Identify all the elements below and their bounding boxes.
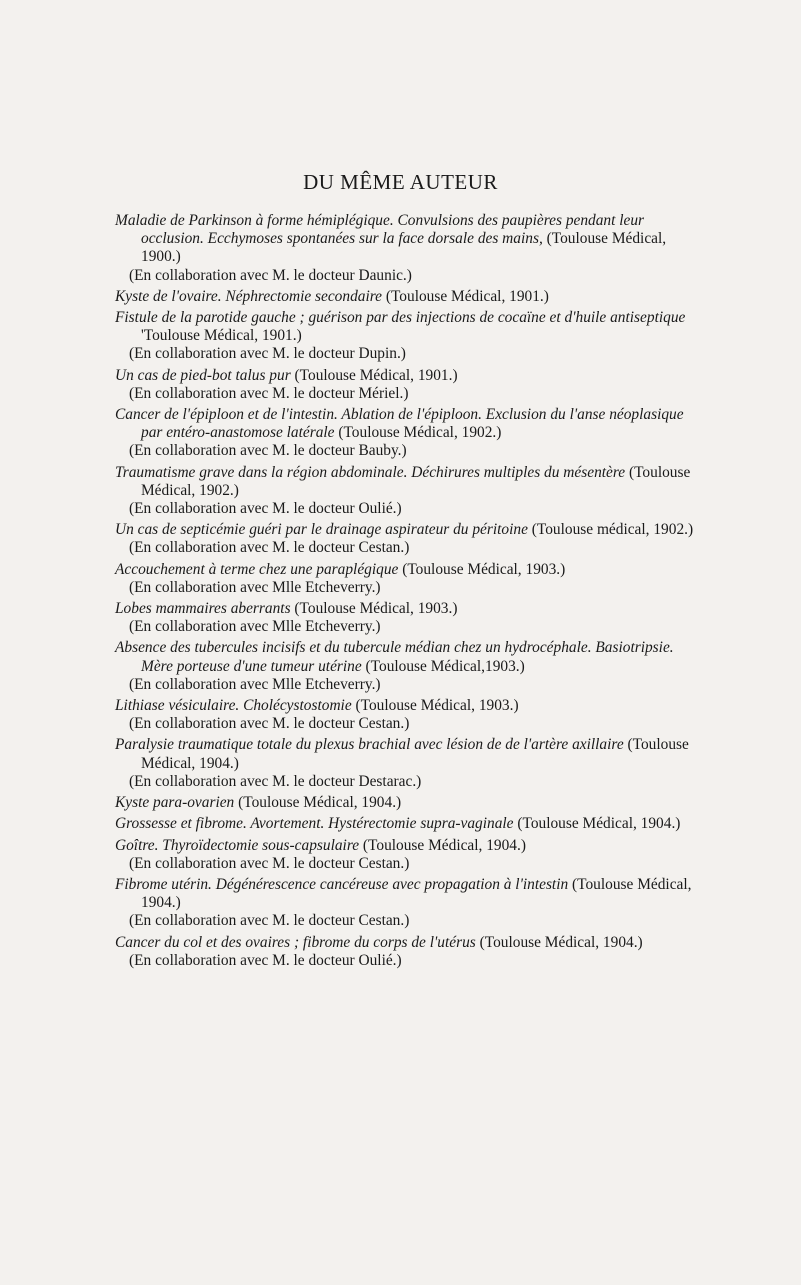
bibliography-entry bbox=[115, 212, 695, 288]
entry-title: Traumatisme grave dans la région abdominale. Déchirures multiples du mésentère bbox=[115, 463, 626, 481]
entry-title: Goître. Thyroïdectomie sous-capsulaire bbox=[115, 836, 360, 854]
entry-source: (Toulouse Médical, 1902.) bbox=[141, 463, 691, 499]
entry-source: (Toulouse Médical, 1903.) bbox=[398, 560, 566, 578]
entry-reference bbox=[115, 697, 695, 715]
entry-title: Maladie de Parkinson à forme hémiplégique. Convulsions des paupières pendant leur occlusion. Ecchymoses spontanées sur la face dorsale des mains, bbox=[115, 212, 645, 248]
bibliography-entry bbox=[115, 697, 695, 736]
entry-collaboration: (En collaboration avec M. le docteur Dupin.) bbox=[129, 345, 406, 363]
bibliography-entry bbox=[115, 639, 695, 697]
entry-collaboration: (En collaboration avec Mlle Etcheverry.) bbox=[129, 675, 381, 693]
entry-source: (Toulouse Médical, 1904.) bbox=[234, 794, 402, 812]
entry-reference bbox=[115, 815, 695, 833]
entry-reference bbox=[115, 463, 695, 500]
entry-reference bbox=[115, 309, 695, 345]
entry-source: (Toulouse Médical, 1904.) bbox=[513, 815, 681, 833]
entry-reference bbox=[115, 933, 695, 952]
entry-title: Kyste para-ovarien bbox=[115, 794, 235, 812]
entry-collaboration: (En collaboration avec M. le docteur Destarac.) bbox=[129, 772, 422, 790]
entry-collaboration: (En collaboration avec M. le docteur Cestan.) bbox=[129, 912, 410, 930]
entry-title: Grossesse et fibrome. Avortement. Hystérectomie supra-vaginale bbox=[115, 815, 514, 833]
entry-title: Kyste de l'ovaire. Néphrectomie secondaire bbox=[115, 287, 382, 305]
entry-title: Cancer du col et des ovaires ; fibrome du corps de l'utérus bbox=[115, 933, 476, 951]
bibliography-entry bbox=[115, 837, 695, 876]
bibliography-entry bbox=[115, 600, 695, 639]
entry-reference bbox=[115, 639, 695, 675]
entry-collaboration: (En collaboration avec M. le docteur Cestan.) bbox=[129, 715, 410, 733]
entry-reference bbox=[115, 560, 695, 579]
entry-reference bbox=[115, 521, 695, 539]
page-heading: DU MÊME AUTEUR bbox=[303, 170, 498, 194]
entry-source: (Toulouse Médical, 1900.) bbox=[141, 230, 667, 266]
entry-title: Paralysie traumatique totale du plexus brachial avec lésion de de l'artère axillaire bbox=[115, 736, 624, 754]
entry-reference bbox=[115, 212, 695, 267]
entry-reference bbox=[115, 406, 695, 442]
entry-source: (Toulouse médical, 1902.) bbox=[527, 521, 694, 539]
entry-collaboration: (En collaboration avec M. le docteur Cestan.) bbox=[129, 539, 410, 557]
bibliography-entry bbox=[115, 736, 695, 794]
entry-collaboration: (En collaboration avec Mlle Etcheverry.) bbox=[129, 618, 381, 636]
entry-title: Fistule de la parotide gauche ; guérison par des injections de cocaïne et d'huile antiseptique bbox=[115, 309, 686, 327]
entry-source: (Toulouse Médical, 1903.) bbox=[290, 600, 458, 618]
entry-collaboration: (En collaboration avec M. le docteur Mériel.) bbox=[129, 384, 409, 402]
entry-source: (Toulouse Médical, 1904.) bbox=[475, 933, 643, 951]
bibliography-entry bbox=[115, 309, 695, 367]
bibliography-entry bbox=[115, 934, 695, 973]
entry-title: Lobes mammaires aberrants bbox=[115, 600, 291, 618]
bibliography-entry bbox=[115, 794, 695, 815]
bibliography-entry bbox=[115, 876, 695, 934]
entry-reference bbox=[115, 736, 695, 772]
entry-source: (Toulouse Médical, 1904.) bbox=[141, 736, 689, 772]
entry-source: (Toulouse Médical, 1901.) bbox=[290, 366, 458, 384]
entry-collaboration: (En collaboration avec M. le docteur Bauby.) bbox=[129, 442, 407, 460]
entry-title: Un cas de septicémie guéri par le drainage aspirateur du péritoine bbox=[115, 521, 528, 539]
entry-source: (Toulouse Médical, 1904.) bbox=[141, 875, 692, 912]
entry-reference bbox=[115, 600, 695, 618]
entry-source: (Toulouse Médical, 1902.) bbox=[334, 424, 502, 442]
entry-title: Accouchement à terme chez une paraplégique bbox=[115, 560, 399, 578]
entry-source: 'Toulouse Médical, 1901.) bbox=[141, 327, 302, 345]
bibliography-list bbox=[115, 212, 695, 973]
entry-collaboration: (En collaboration avec Mlle Etcheverry.) bbox=[129, 578, 381, 596]
bibliography-entry bbox=[115, 521, 695, 560]
entry-source: (Toulouse Médical, 1904.) bbox=[359, 836, 526, 854]
bibliography-entry bbox=[115, 406, 695, 464]
bibliography-entry bbox=[115, 464, 695, 522]
bibliography-entry bbox=[115, 815, 695, 836]
entry-title: Lithiase vésiculaire. Cholécystostomie bbox=[115, 697, 352, 715]
bibliography-entry bbox=[115, 561, 695, 600]
entry-reference bbox=[115, 875, 695, 912]
entry-source: (Toulouse Médical,1903.) bbox=[361, 657, 525, 675]
entry-title: Cancer de l'épiploon et de l'intestin. Ablation de l'épiploon. Exclusion du l'anse néoplasique par entéro-anastomose latérale bbox=[115, 406, 684, 442]
entry-collaboration: (En collaboration avec M. le docteur Oulié.) bbox=[129, 951, 402, 969]
entry-source: (Toulouse Médical, 1903.) bbox=[351, 697, 519, 715]
entry-reference bbox=[115, 287, 695, 306]
bibliography-entry bbox=[115, 288, 695, 309]
entry-reference bbox=[115, 836, 695, 855]
entry-gap bbox=[115, 970, 695, 973]
bibliography-entry bbox=[115, 367, 695, 406]
entry-source: (Toulouse Médical, 1901.) bbox=[382, 287, 549, 305]
entry-title: Un cas de pied-bot talus pur bbox=[115, 366, 291, 384]
entry-reference bbox=[115, 794, 695, 812]
entry-title: Fibrome utérin. Dégénérescence cancéreuse avec propagation à l'intestin bbox=[115, 875, 569, 893]
entry-collaboration: (En collaboration avec M. le docteur Oulié.) bbox=[129, 500, 402, 518]
entry-title: Absence des tubercules incisifs et du tubercule médian chez un hydrocéphale. Basiotripsie. Mère porteuse d'une tumeur utérine bbox=[115, 639, 674, 675]
entry-collaboration: (En collaboration avec M. le docteur Cestan.) bbox=[129, 854, 410, 872]
entry-reference bbox=[115, 366, 695, 385]
entry-collaboration: (En collaboration avec M. le docteur Daunic.) bbox=[129, 266, 412, 284]
